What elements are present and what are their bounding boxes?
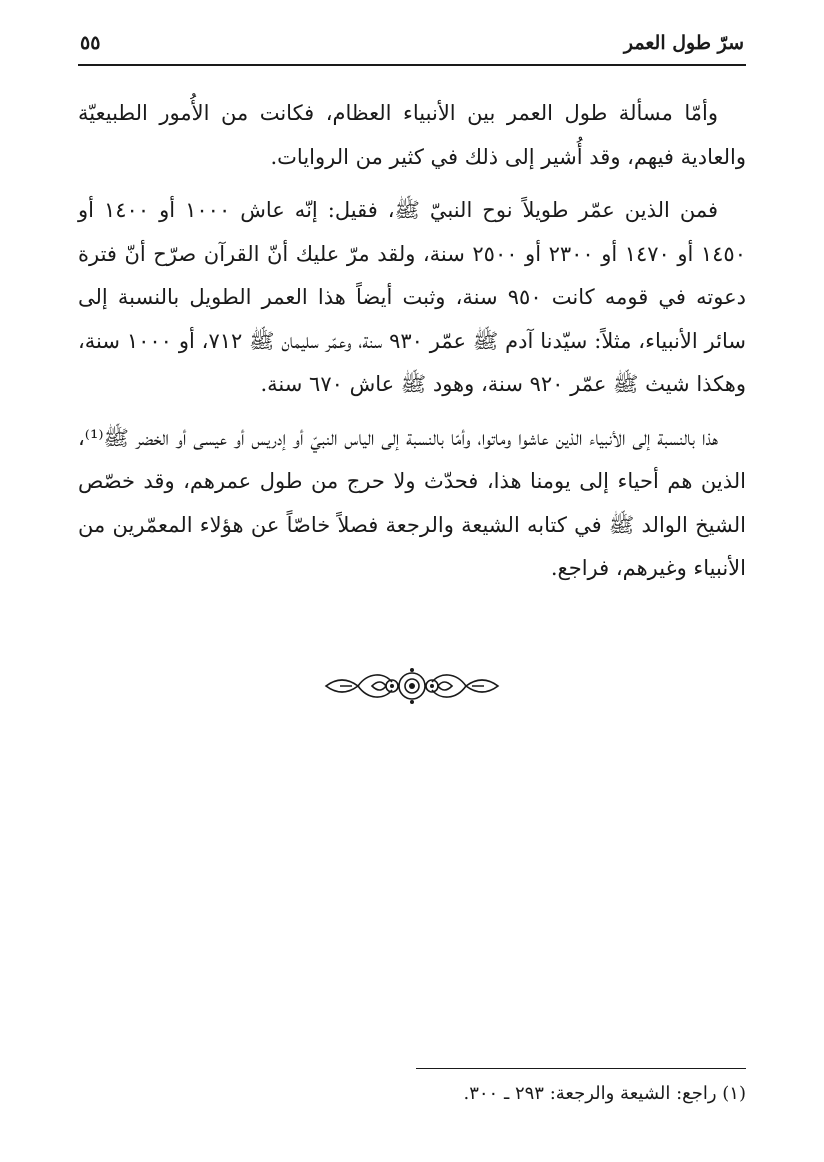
paragraph: هذا بالنسبة إلى الأنبياء الذين عاشوا وماتوا، وأمّا بالنسبة إلى الياس النبيّ أو إدريس أو عيسى أو الخضر ﷺ⁽¹⁾، الذين هم أحياء إلى يومنا هذا، فحدّث ولا حرج من طول عمرهم، وقد خصّص الشيخ الوالد ﷺ في كتابه الشيعة والرجعة فصلاً خاصّاً عن هؤلاء المعمّرين من الأنبياء وغيرهم، فراجع. [78,425,746,580]
running-title: سرّ طول العمر [623,32,744,54]
footnote-divider [416,1068,746,1069]
body-text [78,92,746,601]
footnote: (١) راجع: الشيعة والرجعة: ٢٩٣ ـ ٣٠٠. [463,1083,746,1104]
running-header [78,28,746,66]
paragraph: وأمّا مسألة طول العمر بين الأنبياء العظام، فكانت من الأُمور الطبيعيّة والعادية فيهم، وقد أُشير إلى ذلك في كثير من الروايات. [78,101,746,169]
section-ornament [322,664,502,708]
page-number: ٥٥ [80,32,101,54]
paragraph: فمن الذين عمّر طويلاً نوح النبيّ ﷺ، فقيل: إنّه عاش ١٠٠٠ أو ١٤٠٠ أو ١٤٥٠ أو ١٤٧٠ أو ٢٣٠٠ أو ٢٥٠٠ سنة، ولقد مرّ عليك أنّ القرآن صرّح أنّ فترة دعوته في قومه كانت ٩٥٠ سنة، وثبت أيضاً هذا العمر الطويل بالنسبة إلى سائر الأنبياء، مثلاً: سيّدنا آدم ﷺ عمّر ٩٣٠ سنة، وعمّر سليمان ﷺ ٧١٢، أو ١٠٠٠ سنة، وهكذا شيث ﷺ عمّر ٩٢٠ سنة، وهود ﷺ عاش ٦٧٠ سنة. [78,198,746,396]
